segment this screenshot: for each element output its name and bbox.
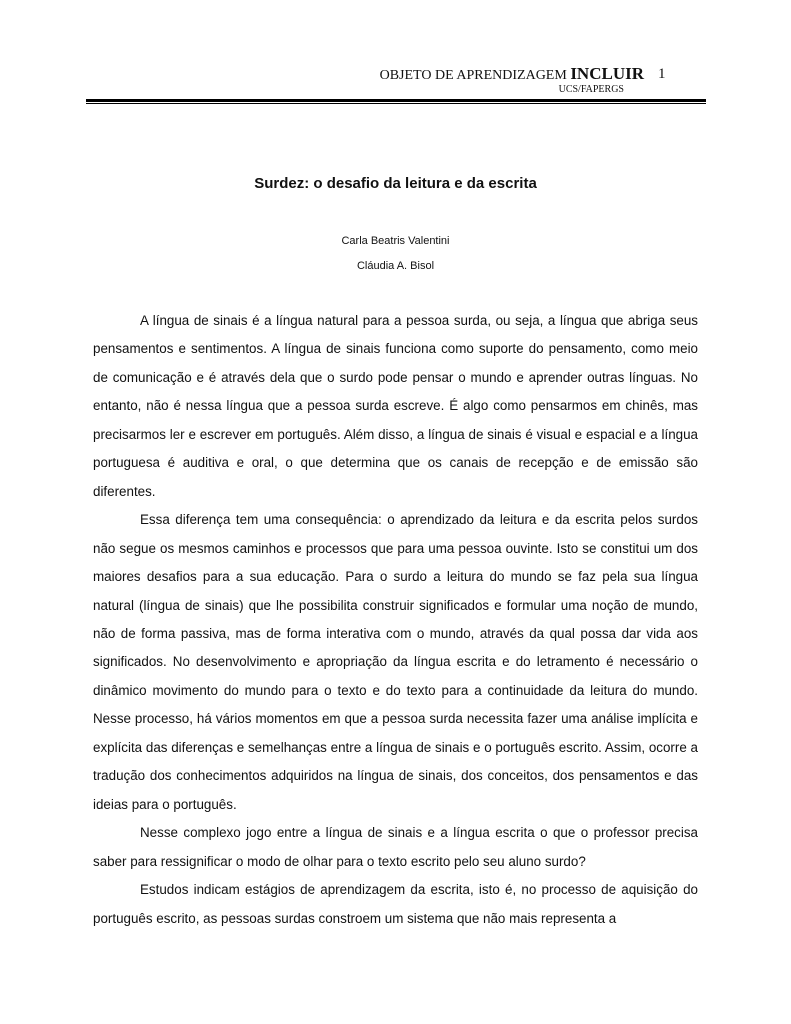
document-body [93,307,698,933]
header-rule-thin [86,103,706,104]
document-title: Surdez: o desafio da leitura e da escrita [254,175,537,192]
page-header [86,64,706,104]
paragraph: Estudos indicam estágios de aprendizagem da escrita, isto é, no processo de aquisição do português escrito, as pessoas surdas constroem um sistema que não mais representa a [93,882,698,926]
header-brand: INCLUIR [570,64,644,83]
header-title [380,64,644,86]
paragraph: Essa diferença tem uma consequência: o aprendizado da leitura e da escrita pelos surdos não segue os mesmos caminhos e processos que para uma pessoa ouvinte. Isto se constitui um dos maiores desafios para a sua educação. Para o surdo a leitura do mundo se faz pela sua língua natural (língua de sinais) que lhe possibilita construir significados e formular uma noção de mundo, não de forma passiva, mas de forma interativa com o mundo, através da qual possa dar vida aos significados. No desenvolvimento e apropriação da língua escrita e do letramento é necessário o dinâmico movimento do mundo para o texto e do texto para a continuidade da leitura do mundo. Nesse processo, há vários momentos em que a pessoa surda necessita fazer uma análise implícita e explícita das diferenças e semelhanças entre a língua de sinais e o português escrito. Assim, ocorre a tradução dos conhecimentos adquiridos na língua de sinais, dos conceitos, dos pensamentos e das ideias para o português. [93,512,698,812]
author-name: Carla Beatris Valentini [341,235,450,247]
header-rule [86,99,706,102]
header-subtitle: UCS/FAPERGS [558,84,624,95]
page-number: 1 [658,66,666,82]
paragraph: A língua de sinais é a língua natural para a pessoa surda, ou seja, a língua que abriga seus pensamentos e sentimentos. A língua de sinais funciona como suporte do pensamento, como meio de comunicação e é através dela que o surdo pode pensar o mundo e aprender outras línguas. No entanto, não é nessa língua que a pessoa surda escreve. É algo como pensarmos em chinês, mas precisarmos ler e escrever em português. Além disso, a língua de sinais é visual e espacial e a língua portuguesa é auditiva e oral, o que determina que os canais de recepção e de emissão são diferentes. [93,313,698,499]
header-prefix: OBJETO DE APRENDIZAGEM [379,68,571,83]
author-name: Cláudia A. Bisol [356,260,435,272]
paragraph: Nesse complexo jogo entre a língua de sinais e a língua escrita o que o professor precisa saber para ressignificar o modo de olhar para o texto escrito pelo seu aluno surdo? [93,825,698,869]
